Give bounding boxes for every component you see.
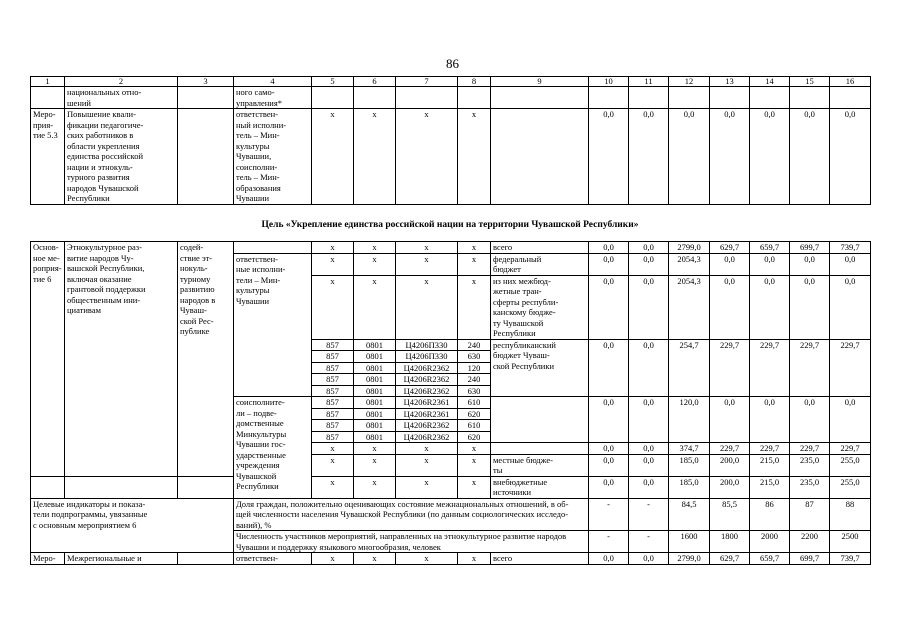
event-name: Этнокультурное раз- витие народов Чу- вашской Республики, включая оказание грантовой поддержки общественным ини- циативам	[65, 242, 178, 477]
event-goal: содей- ствие эт- нокуль- турному развитию народов в Чуваш- ской Рес- публике	[178, 242, 234, 477]
x-mark: x	[354, 242, 396, 254]
table-row	[31, 553, 871, 565]
value-cell: 120,0	[669, 397, 710, 443]
value-cell: 739,7	[830, 242, 871, 254]
x-mark: x	[354, 553, 396, 565]
responsible: ответствен-	[234, 553, 312, 565]
value-cell: 2799,0	[669, 242, 710, 254]
value-cell: 0,0	[629, 454, 669, 476]
value-cell: 0,0	[750, 275, 790, 339]
value-cell: 87	[790, 498, 830, 531]
code-cell: 620	[458, 408, 491, 420]
value-cell: 629,7	[710, 553, 750, 565]
cell-text: национальных отно- шений	[65, 87, 178, 109]
x-mark: x	[396, 253, 458, 275]
code-cell: 857	[312, 408, 354, 420]
value-cell: 2000	[750, 531, 790, 553]
x-mark: x	[312, 242, 354, 254]
value-cell: -	[589, 498, 629, 531]
funding-source: внебюджетные источники	[491, 476, 589, 498]
col-header: 10	[589, 77, 629, 87]
value-cell: 1600	[669, 531, 710, 553]
funding-source: всего	[491, 553, 589, 565]
x-mark: x	[354, 253, 396, 275]
code-cell: Ц4206R2362	[396, 362, 458, 374]
x-mark: x	[458, 476, 491, 498]
value-cell: 0,0	[710, 253, 750, 275]
col-header: 14	[750, 77, 790, 87]
value-cell: 254,7	[669, 339, 710, 397]
value-cell: 0,0	[589, 397, 629, 443]
value-cell: 235,0	[790, 476, 830, 498]
value-cell: 0,0	[790, 109, 830, 205]
code-cell: 0801	[354, 339, 396, 351]
code-cell: 0801	[354, 351, 396, 363]
value-cell: 185,0	[669, 454, 710, 476]
code-cell: 0801	[354, 397, 396, 409]
indicators-label: Целевые индикаторы и показа- тели подпрограммы, увязанные с основным мероприятием 6	[31, 498, 234, 553]
indicator-text: Численность участников мероприятий, направленных на этнокультурное развитие народов Чувашии и поддержку языкового многообразия, человек	[234, 531, 589, 553]
value-cell: 0,0	[589, 109, 629, 205]
value-cell: 659,7	[750, 242, 790, 254]
x-mark: x	[458, 109, 491, 205]
x-mark: x	[458, 253, 491, 275]
code-cell: 630	[458, 351, 491, 363]
value-cell: 2054,3	[669, 275, 710, 339]
col-header: 3	[178, 77, 234, 87]
x-mark: x	[458, 443, 491, 455]
value-cell: 200,0	[710, 476, 750, 498]
x-mark: x	[312, 476, 354, 498]
value-cell: 84,5	[669, 498, 710, 531]
code-cell: 0801	[354, 408, 396, 420]
value-cell: 0,0	[750, 109, 790, 205]
value-cell: 0,0	[589, 275, 629, 339]
value-cell: 2500	[830, 531, 871, 553]
x-mark: x	[458, 242, 491, 254]
table-row	[31, 498, 871, 531]
funding-source: республиканский бюджет Чуваш- ской Республики	[491, 339, 589, 397]
table-row	[31, 87, 871, 109]
value-cell: 2799,0	[669, 553, 710, 565]
code-cell: 0801	[354, 374, 396, 386]
responsible: ответствен- ные исполни- тели – Мин- культуры Чувашии	[234, 253, 312, 397]
code-cell: 0801	[354, 385, 396, 397]
co-executors: соисполните- ли – подве- домственные Минкультуры Чувашии гос- ударственные учреждения Чувашской Республики	[234, 397, 312, 499]
value-cell: 86	[750, 498, 790, 531]
goal-title: Цель «Укрепление единства российской нации на территории Чувашской Республики»	[261, 220, 639, 230]
code-cell: 240	[458, 374, 491, 386]
x-mark: x	[312, 553, 354, 565]
value-cell: 2054,3	[669, 253, 710, 275]
table-row	[31, 242, 871, 254]
value-cell: 0,0	[629, 553, 669, 565]
responsible: ответствен- ный исполни- тель – Мин- культуры Чувашии, соисполни- тель – Мин- образования Чувашии	[234, 109, 312, 205]
x-mark: x	[312, 443, 354, 455]
code-cell: Ц4206R2361	[396, 397, 458, 409]
value-cell: 0,0	[589, 454, 629, 476]
value-cell: 85,5	[710, 498, 750, 531]
program-table-top	[30, 76, 871, 205]
value-cell: 200,0	[710, 454, 750, 476]
col-header: 2	[65, 77, 178, 87]
code-cell: 857	[312, 431, 354, 443]
value-cell: 699,7	[790, 242, 830, 254]
event-number: Основ- ное ме- роприя- тие 6	[31, 242, 65, 477]
value-cell: 1800	[710, 531, 750, 553]
value-cell: 374,7	[669, 443, 710, 455]
x-mark: x	[312, 253, 354, 275]
value-cell: 739,7	[830, 553, 871, 565]
col-header: 1	[31, 77, 65, 87]
code-cell: 857	[312, 351, 354, 363]
value-cell: 229,7	[710, 339, 750, 397]
code-cell: 857	[312, 420, 354, 432]
value-cell: 0,0	[629, 443, 669, 455]
value-cell: 229,7	[790, 339, 830, 397]
col-header: 7	[396, 77, 458, 87]
code-cell: 630	[458, 385, 491, 397]
value-cell: 0,0	[710, 109, 750, 205]
x-mark: x	[396, 553, 458, 565]
col-header: 11	[629, 77, 669, 87]
event-number: Меро- прия- тие 5.3	[31, 109, 65, 205]
col-header: 5	[312, 77, 354, 87]
code-cell: Ц4206П330	[396, 351, 458, 363]
x-mark: x	[354, 476, 396, 498]
x-mark: x	[312, 275, 354, 339]
col-header: 9	[491, 77, 589, 87]
funding-source: федеральный бюджет	[491, 253, 589, 275]
col-header: 13	[710, 77, 750, 87]
x-mark: x	[458, 553, 491, 565]
col-header: 6	[354, 77, 396, 87]
code-cell: 0801	[354, 431, 396, 443]
code-cell: 857	[312, 339, 354, 351]
x-mark: x	[312, 109, 354, 205]
code-cell: Ц4206П330	[396, 339, 458, 351]
code-cell: 857	[312, 385, 354, 397]
x-mark: x	[312, 454, 354, 476]
value-cell: 229,7	[750, 443, 790, 455]
value-cell: 0,0	[790, 253, 830, 275]
col-header: 12	[669, 77, 710, 87]
x-mark: x	[396, 443, 458, 455]
x-mark: x	[458, 275, 491, 339]
value-cell: 0,0	[629, 242, 669, 254]
value-cell: 659,7	[750, 553, 790, 565]
indicator-text: Доля граждан, положительно оценивающих состояние межнациональных отношений, в об- щей численности населения Чувашской Республики (по данным социологических исследо- ваний), %	[234, 498, 589, 531]
code-cell: Ц4206R2361	[396, 408, 458, 420]
code-cell: 240	[458, 339, 491, 351]
page-number: 86	[446, 56, 459, 71]
value-cell: 0,0	[790, 275, 830, 339]
col-header: 15	[790, 77, 830, 87]
event-name: Повышение квали- фикации педагогиче- ских работников в области укрепления единства российской нации и этнокуль- турного развития народов Чувашской Республики	[65, 109, 178, 205]
x-mark: x	[458, 454, 491, 476]
event-number: Меро-	[31, 553, 65, 565]
x-mark: x	[396, 242, 458, 254]
value-cell: 2200	[790, 531, 830, 553]
value-cell: 0,0	[710, 397, 750, 443]
x-mark: x	[354, 443, 396, 455]
value-cell: 0,0	[589, 476, 629, 498]
value-cell: 88	[830, 498, 871, 531]
code-cell: Ц4206R2362	[396, 374, 458, 386]
value-cell: 255,0	[830, 476, 871, 498]
value-cell: 0,0	[589, 253, 629, 275]
value-cell: 229,7	[830, 339, 871, 397]
value-cell: 229,7	[750, 339, 790, 397]
x-mark: x	[354, 275, 396, 339]
funding-source: местные бюдже- ты	[491, 454, 589, 476]
value-cell: 699,7	[790, 553, 830, 565]
value-cell: 0,0	[830, 275, 871, 339]
funding-source: из них межбюд- жетные тран- сферты республи- канскому бюдже- ту Чувашской Республики	[491, 275, 589, 339]
value-cell: 0,0	[790, 397, 830, 443]
value-cell: -	[629, 531, 669, 553]
value-cell: 0,0	[830, 397, 871, 443]
value-cell: 229,7	[790, 443, 830, 455]
value-cell: 0,0	[750, 397, 790, 443]
value-cell: 0,0	[669, 109, 710, 205]
value-cell: 215,0	[750, 454, 790, 476]
value-cell: 0,0	[629, 275, 669, 339]
column-number-row	[31, 77, 871, 87]
value-cell: 0,0	[589, 242, 629, 254]
col-header: 16	[830, 77, 871, 87]
table-row	[31, 109, 871, 205]
value-cell: 0,0	[589, 443, 629, 455]
x-mark: x	[396, 454, 458, 476]
value-cell: 229,7	[710, 443, 750, 455]
x-mark: x	[354, 109, 396, 205]
code-cell: Ц4206R2362	[396, 431, 458, 443]
event-name: Межрегиональные и	[65, 553, 178, 565]
value-cell: -	[629, 498, 669, 531]
funding-source: всего	[491, 242, 589, 254]
value-cell: 215,0	[750, 476, 790, 498]
value-cell: 235,0	[790, 454, 830, 476]
value-cell: 0,0	[589, 339, 629, 397]
value-cell: -	[589, 531, 629, 553]
cell-text: ного само- управления*	[234, 87, 312, 109]
value-cell: 0,0	[830, 109, 871, 205]
code-cell: 610	[458, 397, 491, 409]
code-cell: 857	[312, 374, 354, 386]
value-cell: 0,0	[830, 253, 871, 275]
value-cell: 0,0	[710, 275, 750, 339]
col-header: 8	[458, 77, 491, 87]
value-cell: 0,0	[750, 253, 790, 275]
value-cell: 0,0	[589, 553, 629, 565]
table-row	[31, 476, 871, 498]
code-cell: 120	[458, 362, 491, 374]
value-cell: 0,0	[629, 476, 669, 498]
code-cell: Ц4206R2362	[396, 385, 458, 397]
x-mark: x	[354, 454, 396, 476]
x-mark: x	[396, 476, 458, 498]
code-cell: 620	[458, 431, 491, 443]
code-cell: Ц4206R2362	[396, 420, 458, 432]
value-cell: 0,0	[629, 339, 669, 397]
value-cell: 0,0	[629, 253, 669, 275]
value-cell: 255,0	[830, 454, 871, 476]
x-mark: x	[396, 275, 458, 339]
value-cell: 0,0	[629, 109, 669, 205]
program-table-main	[30, 241, 871, 565]
code-cell: 0801	[354, 420, 396, 432]
code-cell: 857	[312, 397, 354, 409]
code-cell: 0801	[354, 362, 396, 374]
value-cell: 0,0	[629, 397, 669, 443]
code-cell: 610	[458, 420, 491, 432]
value-cell: 185,0	[669, 476, 710, 498]
code-cell: 857	[312, 362, 354, 374]
x-mark: x	[396, 109, 458, 205]
value-cell: 629,7	[710, 242, 750, 254]
value-cell: 229,7	[830, 443, 871, 455]
col-header: 4	[234, 77, 312, 87]
